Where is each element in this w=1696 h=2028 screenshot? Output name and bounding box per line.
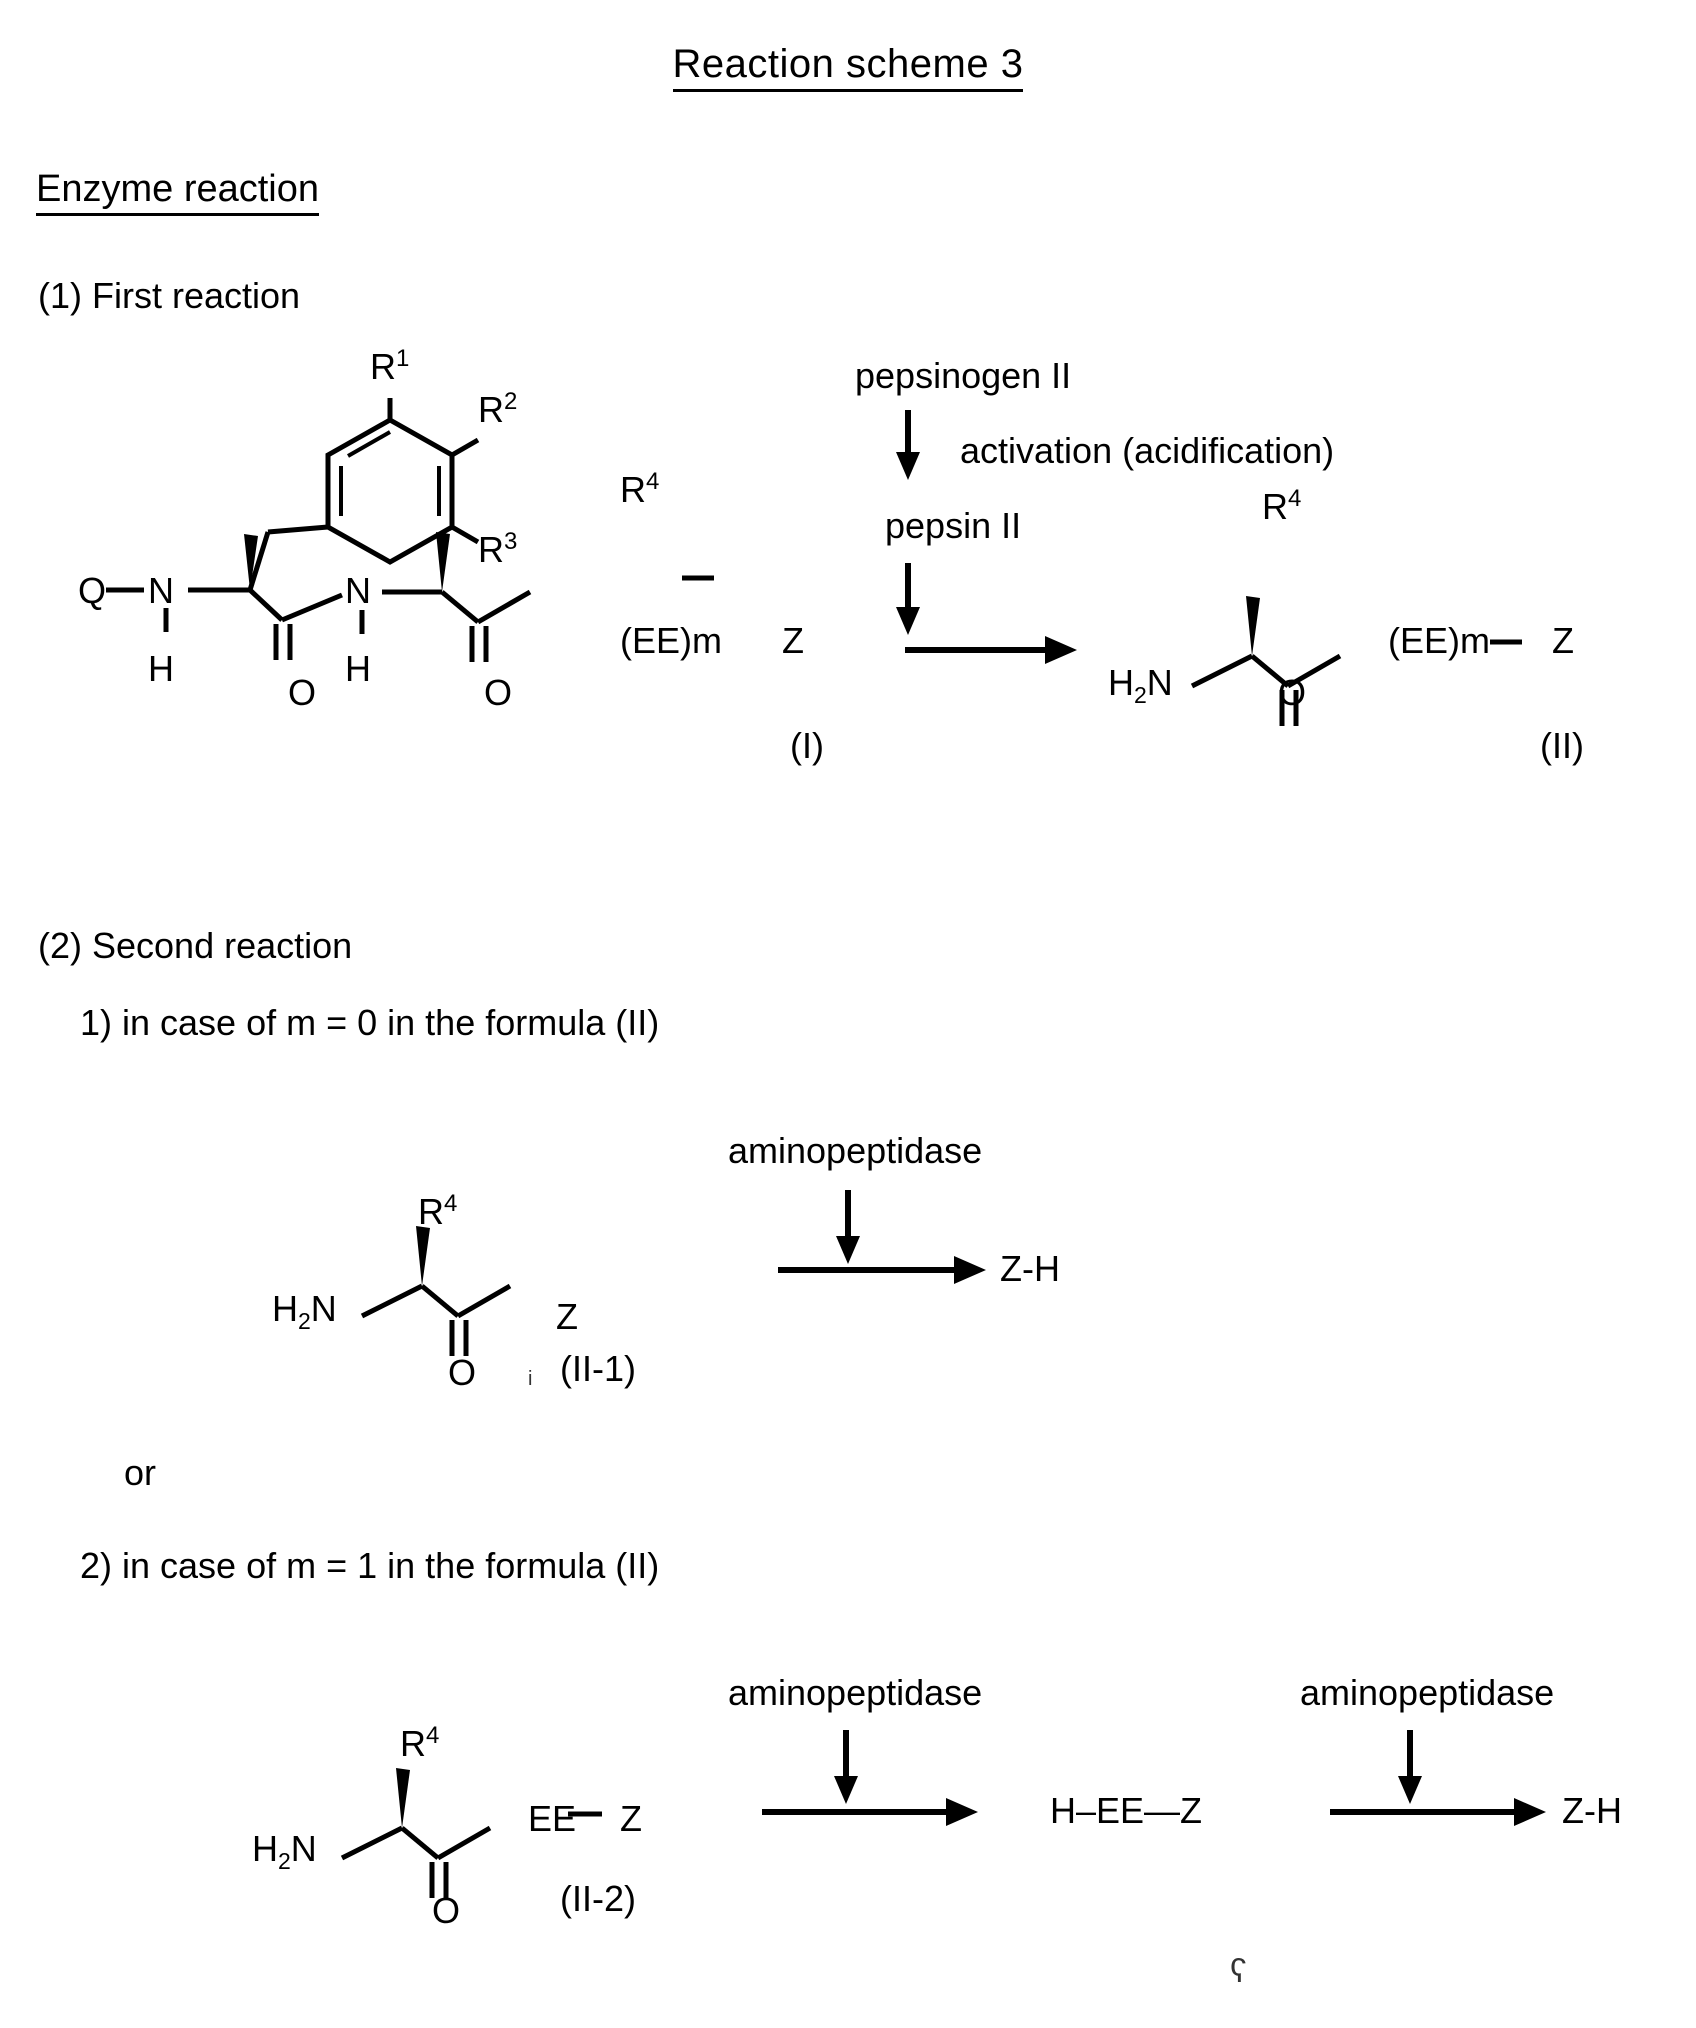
- label-o2: O: [484, 672, 513, 713]
- case2-label-h2n: $H_2N$: [252, 1828, 317, 1875]
- case2-product-label: Z-H: [1562, 1790, 1622, 1831]
- case2-label-r4: $R^4$: [400, 1722, 440, 1764]
- case1-product-label: Z-H: [1000, 1248, 1060, 1289]
- case2-structure-skeleton: [250, 1748, 720, 1948]
- case1-label-h2n: $H_2N$: [272, 1288, 337, 1335]
- case1-label-z: Z: [556, 1296, 578, 1337]
- reaction-arrow-icon: [905, 630, 1085, 670]
- activation-note: activation (acidification): [960, 430, 1335, 471]
- formula-id-II: (II): [1540, 725, 1584, 766]
- case1-enzyme-label: aminopeptidase: [728, 1130, 983, 1171]
- label-o1: O: [288, 672, 317, 713]
- pepsin-label: pepsin II: [885, 505, 1022, 546]
- case2-label-o: O: [432, 1890, 461, 1931]
- formula-id-II-1: (II-1): [560, 1348, 636, 1389]
- label-product-o: O: [1278, 672, 1307, 713]
- case2-label-ee: EE: [528, 1798, 577, 1839]
- label-product-ee-m: (EE)m: [1388, 620, 1490, 661]
- case2-label: 2) in case of m = 1 in the formula (II): [80, 1545, 660, 1586]
- label-r2: $R^2$: [478, 388, 518, 430]
- case2-reaction-arrow-2-icon: [1330, 1792, 1560, 1832]
- label-z-reactant: Z: [782, 620, 804, 661]
- or-label: or: [124, 1452, 157, 1493]
- scan-artifact-mark: ʕ: [1230, 1952, 1247, 1989]
- second-reaction-label: (2) Second reaction: [38, 925, 353, 966]
- label-ee-m: (EE)m: [620, 620, 722, 661]
- pepsinogen-label: pepsinogen II: [855, 355, 1072, 396]
- label-product-r4: $R^4$: [1262, 485, 1302, 527]
- page-title-text: Reaction scheme 3: [673, 42, 1024, 92]
- label-r3: $R^3$: [478, 528, 518, 570]
- label-n1: N: [148, 570, 174, 611]
- formula-id-II-2: (II-2): [560, 1878, 636, 1919]
- label-r4: $R^4$: [620, 468, 660, 510]
- case2-reaction-arrow-1-icon: [762, 1792, 992, 1832]
- section-heading-text: Enzyme reaction: [36, 168, 319, 216]
- case1-label: 1) in case of m = 0 in the formula (II): [80, 1002, 660, 1043]
- label-q: Q: [78, 570, 107, 611]
- case1-reaction-arrow-icon: [778, 1250, 998, 1290]
- label-r1: $R^1$: [370, 345, 410, 387]
- case2-label-z: Z: [620, 1798, 642, 1839]
- case2-enzyme-1-label: aminopeptidase: [728, 1672, 983, 1713]
- stray-mark: i: [528, 1368, 533, 1390]
- case2-intermediate-label: H–EE—Z: [1050, 1790, 1203, 1831]
- case2-enzyme-2-label: aminopeptidase: [1300, 1672, 1555, 1713]
- section-heading: [36, 168, 319, 211]
- label-n2: N: [345, 570, 371, 611]
- label-product-z: Z: [1552, 620, 1574, 661]
- formula-id-I: (I): [790, 725, 824, 766]
- label-h1: H: [148, 648, 174, 689]
- case1-label-o: O: [448, 1352, 477, 1393]
- first-reaction-label: (1) First reaction: [38, 275, 301, 316]
- label-h2n-product: $H_2N$: [1108, 662, 1173, 709]
- case1-label-r4: $R^4$: [418, 1190, 458, 1232]
- page-title: [0, 42, 1696, 87]
- product-structure-skeleton: [1100, 560, 1620, 740]
- label-h2: H: [345, 648, 371, 689]
